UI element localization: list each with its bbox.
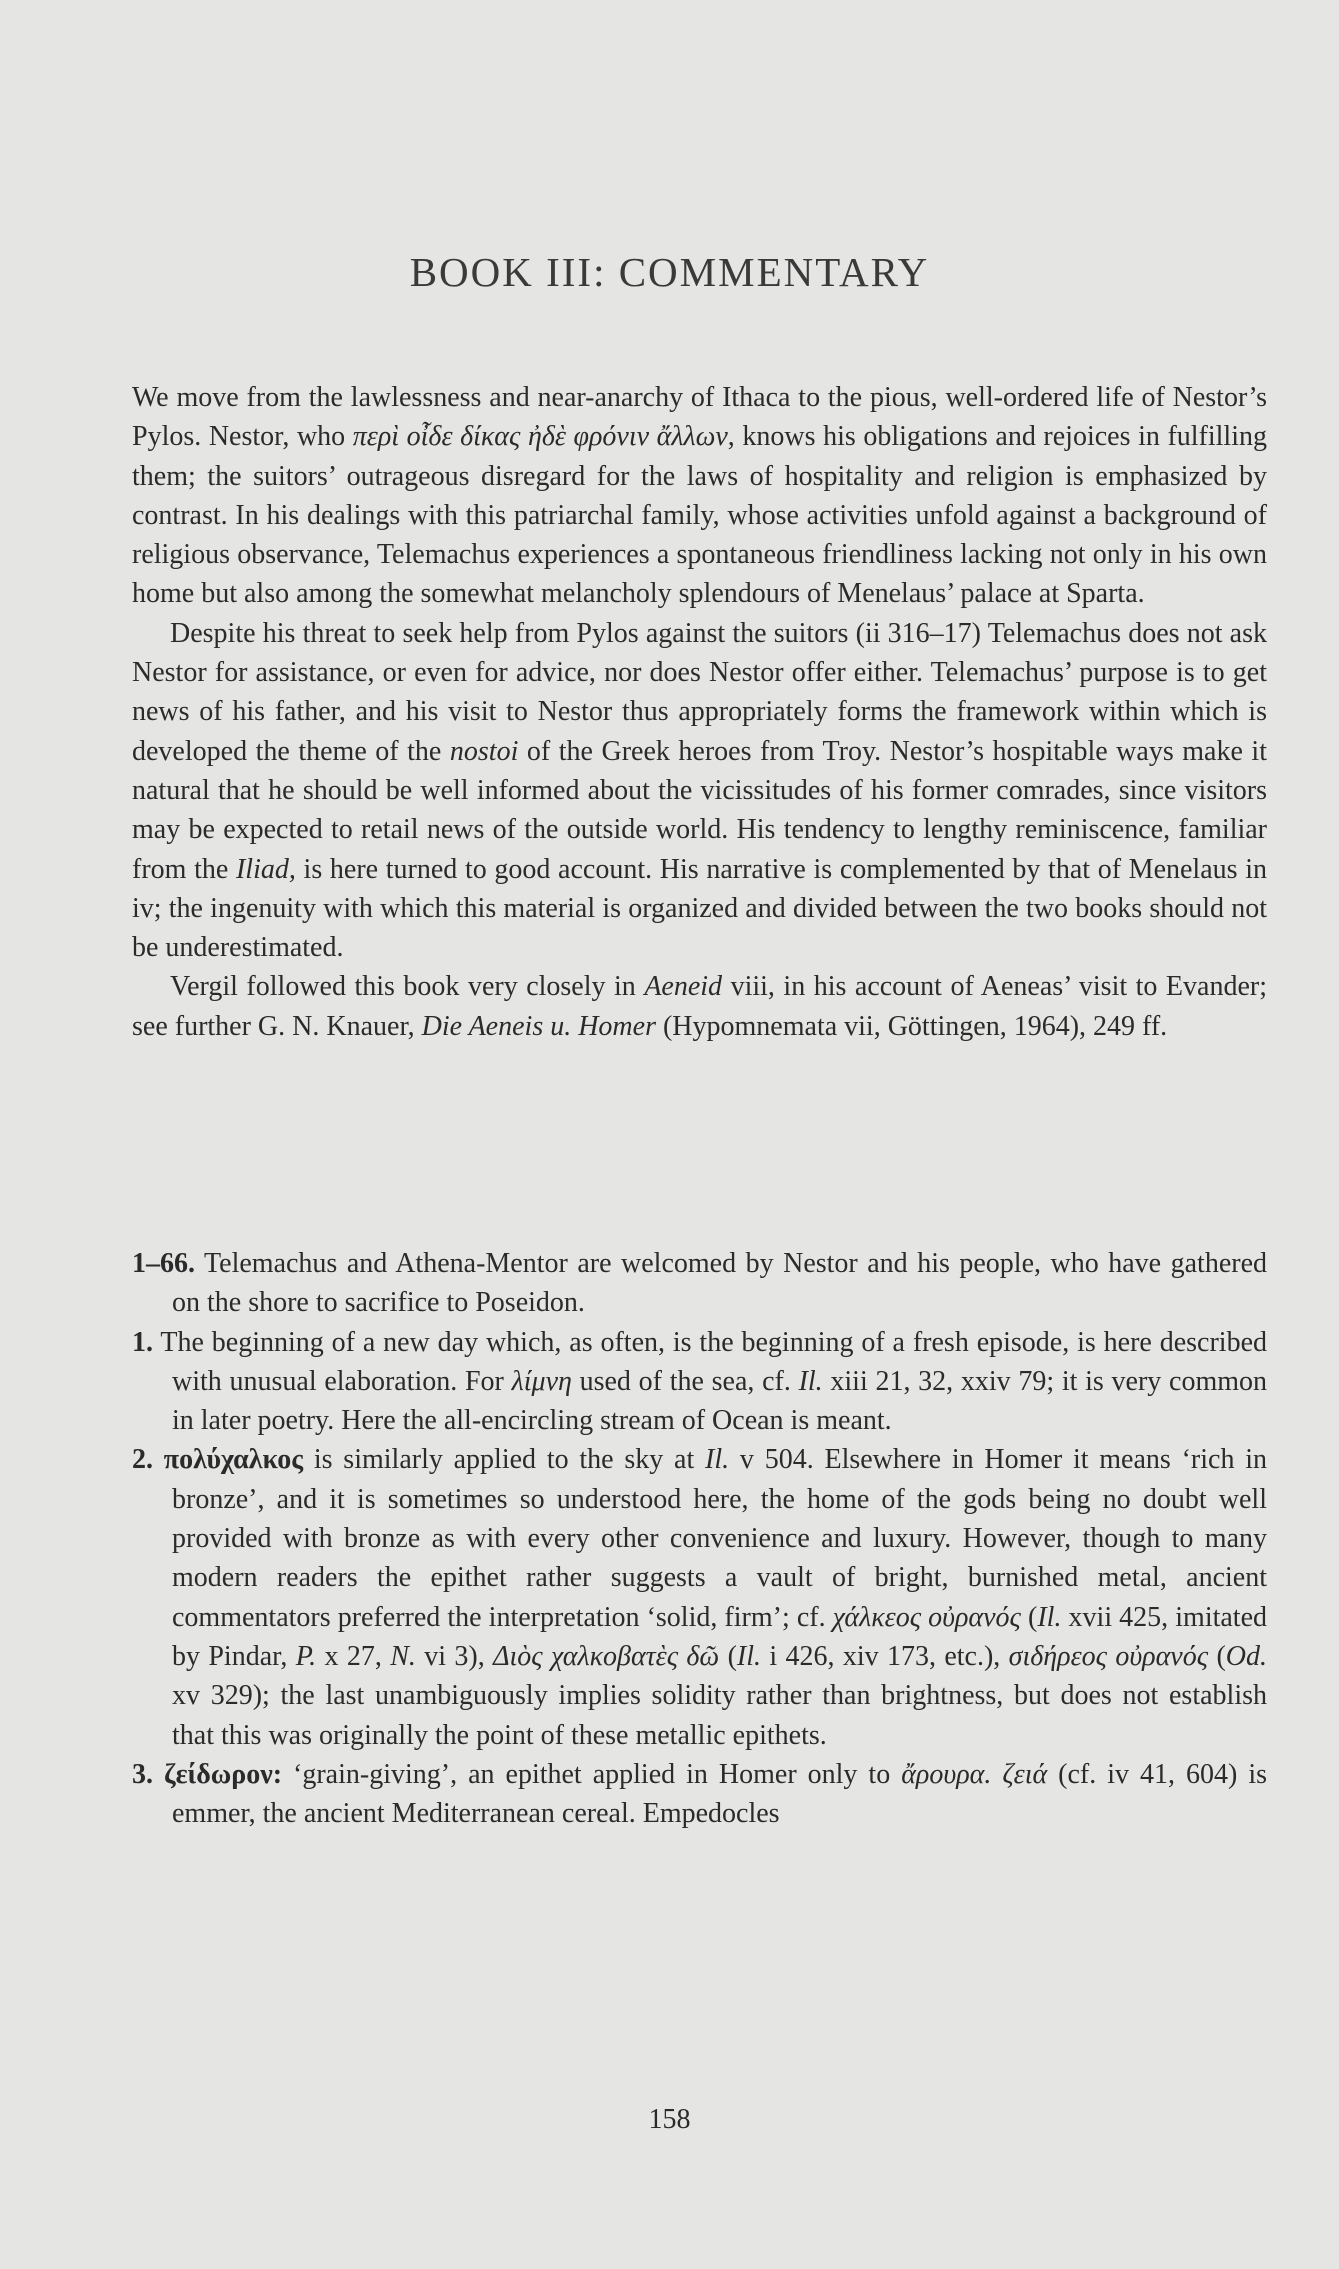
text-run: The beginning of a new day which, as often, is the beginning of a fresh episode, is here described with unusual elaboration. For — [153, 1326, 1267, 1397]
text-run: is here turned to good account. His narrative is complemented by that of Menelaus in iv; the ingenuity with which this material is organized and divided between the two books should not be underestimated. — [132, 853, 1267, 964]
text-run: i 426, xiv 173, etc.), — [761, 1640, 1009, 1672]
text-run: used of the sea, cf. — [571, 1365, 799, 1397]
commentary-notes — [132, 1244, 1267, 1833]
citation: N. — [390, 1640, 416, 1672]
text-run: (Hypomnemata vii, Göttingen, 1964), 249 ff. — [655, 1010, 1168, 1042]
introduction — [132, 378, 1267, 1046]
text-run: x 27, — [316, 1640, 391, 1672]
text-run: v 504. Elsewhere in Homer it means ‘rich in bronze’, and it is sometimes so understood here, the home of the gods being no doubt well provided with bronze as with every other convenience and luxury. However, though to many modern readers the epithet rather suggests a vault of bright, burnished metal, ancient commentators preferred the interpretation ‘solid, firm’; cf. — [172, 1444, 1267, 1633]
text-run: is similarly applied to the sky at — [303, 1444, 706, 1476]
text-run: Telemachus and Athena-Mentor are welcomed by Nestor and his people, who have gathered on the shore to sacrifice to Poseidon. — [172, 1248, 1267, 1319]
greek-word: λίμνη — [511, 1365, 572, 1397]
text-run: xiii 21, 32, xxiv 79; it is very common in later poetry. Here the all-encircling stream of Ocean is meant. — [172, 1365, 1268, 1437]
text-run: (cf. iv 41, 604) is emmer, the ancient Mediterranean cereal. Empedocles — [172, 1758, 1268, 1830]
greek-quote: περὶ οἶδε δίκας ἠδὲ φρόνιν ἄλλων — [352, 421, 728, 453]
lemma-word: ζείδωρον: — [164, 1758, 283, 1790]
citation: Il. — [705, 1444, 730, 1476]
note-1-66 — [132, 1244, 1267, 1323]
greek-word: χάλκεος οὐρανός — [832, 1601, 1021, 1633]
page-title: BOOK III: COMMENTARY — [409, 249, 930, 295]
greek-word: Διὸς χαλκοβατὲς δῶ — [493, 1640, 720, 1672]
line-reference: 1–66. — [132, 1248, 195, 1279]
note-2 — [132, 1440, 1267, 1754]
line-reference: 1. — [132, 1326, 153, 1358]
text-run: We move from the lawlessness and near-anarchy of Ithaca to the pious, well-ordered life of Nestor’s Pylos. Nestor, who — [132, 382, 1267, 453]
text-run: vi 3), — [415, 1640, 494, 1672]
page-number: 158 — [648, 2104, 691, 2135]
text-run: ( — [719, 1640, 737, 1672]
greek-word: ἄρουρα. ζειά — [901, 1758, 1048, 1790]
text-run: xv 329); the last unambiguously implies solidity rather than brightness, but does not establish that this was originally the point of these metallic epithets. — [172, 1680, 1267, 1751]
text-run: ‘grain-giving’, an epithet applied in Homer only to — [282, 1758, 902, 1790]
text-run: viii, in his account of Aeneas’ visit to Evander; see further G. N. Knauer, — [132, 971, 1267, 1042]
italic-title: Iliad, — [235, 853, 296, 885]
line-reference: 2. — [132, 1444, 153, 1476]
italic-term: nostoi — [449, 735, 519, 767]
citation: Il. — [1037, 1601, 1062, 1633]
citation: Il. — [736, 1640, 762, 1672]
citation: Il. — [798, 1365, 823, 1397]
text-run: of the Greek heroes from Troy. Nestor’s hospitable ways make it natural that he should be well informed about the vicissitudes of his former comrades, since visitors may be expected to retail news of the outside world. His tendency to lengthy reminiscence, familiar from the — [132, 735, 1267, 885]
text-run: Vergil followed this book very closely in — [170, 971, 645, 1003]
text-run: , knows his obligations and rejoices in fulfilling them; the suitors’ outrageous disregard for the laws of hospitality and religion is emphasized by contrast. In his dealings with this patriarchal family, whose activities unfold against a background of religious observance, Telemachus experiences a spontaneous friendliness lacking not only in his own home but also among the somewhat melancholy splendours of Menelaus’ palace at Sparta. — [132, 421, 1267, 610]
note-1 — [132, 1323, 1267, 1441]
citation: P. — [295, 1640, 317, 1672]
text-run: ( — [1208, 1640, 1226, 1672]
italic-title: Aeneid — [644, 971, 723, 1003]
text-run: xvii 425, imitated by Pindar, — [172, 1601, 1268, 1672]
intro-paragraph-1 — [132, 378, 1267, 614]
italic-title: Die Aeneis u. Homer — [421, 1010, 656, 1042]
line-reference: 3. — [132, 1758, 153, 1790]
text-run: ( — [1020, 1601, 1038, 1633]
intro-paragraph-3 — [132, 967, 1267, 1046]
lemma-word: πολύχαλκος — [163, 1444, 304, 1476]
intro-paragraph-2 — [132, 614, 1267, 968]
text-run: Despite his threat to seek help from Pylos against the suitors (ii 316–17) Telemachus does not ask Nestor for assistance, or even for advice, nor does Nestor offer either. Telemachus’ purpose is to get news of his father, and his visit to Nestor thus appropriately forms the framework within which is developed the theme of the — [132, 617, 1267, 767]
note-3 — [132, 1755, 1267, 1834]
greek-word: σιδήρεος οὐρανός — [1008, 1640, 1209, 1672]
citation: Od. — [1225, 1640, 1268, 1672]
